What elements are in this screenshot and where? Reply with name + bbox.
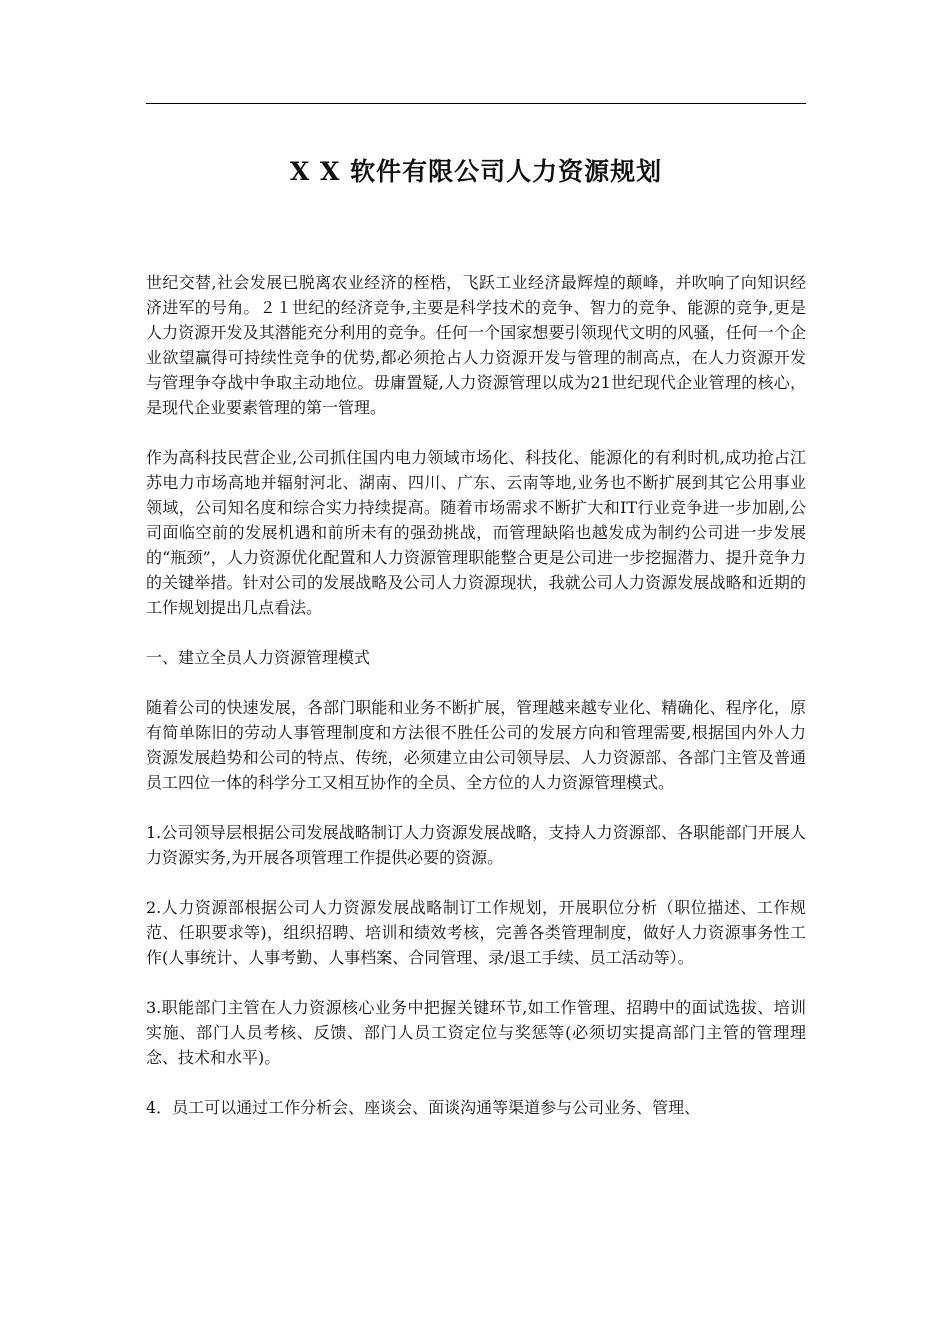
- list-item-1: 1.公司领导层根据公司发展战略制订人力资源发展战略，支持人力资源部、各职能部门开展人力资源实务,为开展各项管理工作提供必要的资源。: [146, 823, 806, 867]
- document-title: X X 软件有限公司人力资源规划: [289, 157, 663, 186]
- paragraph-management-model: 随着公司的快速发展，各部门职能和业务不断扩展，管理越来越专业化、精确化、程序化，原有简单陈旧的劳动人事管理制度和方法很不胜任公司的发展方向和管理需要,根据国内外人力资源发展趋势和公司的特点、传统，必须建立由公司领导层、人力资源部、各部门主管及普通员工四位一体的科学分工又相互协作的全员、全方位的人力资源管理模式。: [146, 698, 806, 792]
- list-item-4: 4．员工可以通过工作分析会、座谈会、面谈沟通等渠道参与公司业务、管理、: [146, 1098, 701, 1117]
- paragraph-spacer: [146, 420, 806, 445]
- header-rule: [146, 103, 806, 104]
- paragraph-spacer: [146, 795, 806, 820]
- paragraph-company-background: 作为高科技民营企业,公司抓住国内电力领域市场化、科技化、能源化的有利时机,成功抢占江苏电力市场高地并辐射河北、湖南、四川、广东、云南等地,业务也不断扩展到其它公用事业领域，公司知名度和综合实力持续提高。随着市场需求不断扩大和IT行业竞争进一步加剧,公司面临空前的发展机遇和前所未有的强劲挑战，而管理缺陷也越发成为制约公司进一步发展的“瓶颈”，人力资源优化配置和人力资源管理职能整合更是公司进一步挖掘潜力、提升竞争力的关键举措。针对公司的发展战略及公司人力资源现状，我就公司人力资源发展战略和近期的工作规划提出几点看法。: [146, 448, 806, 617]
- list-item-3: 3.职能部门主管在人力资源核心业务中把握关键环节,如工作管理、招聘中的面试选拔、培训实施、部门人员考核、反馈、部门人员工资定位与奖惩等(必须切实提高部门主管的管理理念、技术和水平)。: [146, 998, 806, 1067]
- paragraph-spacer: [146, 620, 806, 645]
- section-heading-1: 一、建立全员人力资源管理模式: [146, 648, 371, 667]
- paragraph-spacer: [146, 1070, 806, 1095]
- paragraph-intro: 世纪交替,社会发展已脱离农业经济的桎梏，飞跃工业经济最辉煌的颠峰，并吹响了向知识经济进军的号角。２１世纪的经济竞争,主要是科学技术的竞争、智力的竞争、能源的竞争,更是人力资源开发及其潜能充分利用的竞争。任何一个国家想要引领现代文明的风骚，任何一个企业欲望赢得可持续性竞争的优势,都必须抢占人力资源开发与管理的制高点，在人力资源开发与管理争夺战中争取主动地位。毋庸置疑,人力资源管理以成为21世纪现代企业管理的核心，是现代企业要素管理的第一管理。: [146, 273, 806, 417]
- paragraph-spacer: [146, 870, 806, 895]
- list-item-2: 2.人力资源部根据公司人力资源发展战略制订工作规划，开展职位分析（职位描述、工作规范、任职要求等)，组织招聘、培训和绩效考核，完善各类管理制度，做好人力资源事务性工作(人事统计、人事考勤、人事档案、合同管理、录/退工手续、员工活动等）。: [146, 898, 806, 967]
- paragraph-spacer: [146, 670, 806, 695]
- document-body: [146, 270, 806, 1120]
- paragraph-spacer: [146, 970, 806, 995]
